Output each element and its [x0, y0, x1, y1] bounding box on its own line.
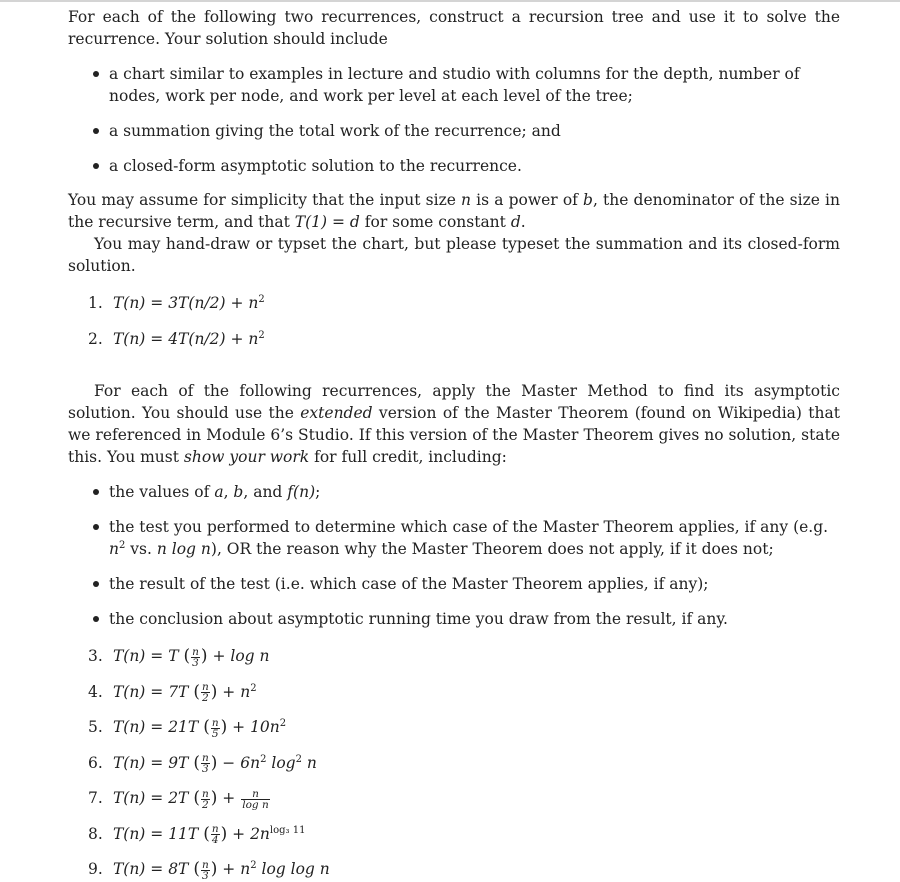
- problem-5: 5. T(n) = 21T ( $\frac{n}{5}$ ) + $10n^2$: [88, 716, 287, 740]
- list-item: the values of a, b, and f(n);: [68, 481, 840, 503]
- problem-2: 2. $T(n) = 4T(n/2) + n^2$: [88, 330, 265, 348]
- part1-requirements-list: [68, 63, 840, 177]
- list-item: the test you performed to determine which case of the Master Theorem applies, if any (e.g. $n^2$ vs. n log n), OR the reason why the Master Theorem does not apply, if it does not;: [68, 516, 840, 560]
- part2-intro: For each of the following recurrences, apply the Master Method to find its asymptotic solution. You should use the extended version of the Master Theorem (found on Wikipedia) that we referenced in Module 6’s Studio. If this version of the Master Theorem gives no solution, state this. You must show your work for full credit, including:: [68, 382, 840, 466]
- assignment-page: [68, 6, 840, 881]
- list-item: the conclusion about asymptotic running time you draw from the result, if any.: [68, 608, 840, 630]
- top-rule: [0, 0, 900, 2]
- problem-4: 4. T(n) = 7T ( $\frac{n}{2}$ ) + $n^2$: [88, 681, 257, 704]
- handdraw-note: You may hand-draw or typset the chart, but please typeset the summation and its closed-form solution.: [68, 235, 840, 275]
- part1-intro: For each of the following two recurrences, construct a recursion tree and use it to solve the recurrence. Your solution should include: [68, 8, 840, 48]
- recursion-tree-problems: [68, 292, 840, 350]
- list-item: the result of the test (i.e. which case of the Master Theorem applies, if any);: [68, 573, 840, 595]
- problem-6: 6. T(n) = 9T ( $\frac{n}{3}$ ) − $6n^2$ $\log^2 n$: [88, 752, 317, 775]
- part2-requirements-list: [68, 481, 840, 630]
- master-method-problems: [68, 645, 840, 881]
- list-item: a closed-form asymptotic solution to the recurrence.: [68, 155, 840, 177]
- problem-8: 8. T(n) = 11T ( $\frac{n}{4}$ ) + $2n^{log_3 11}$: [88, 823, 306, 846]
- assumption-paragraph: You may assume for simplicity that the input size n is a power of b, the denominator of the size in the recursive term, and that T(1) = d for some constant d.: [68, 191, 840, 231]
- problem-9: 9. T(n) = 8T ( $\frac{n}{3}$ ) + $n^2$ log log n: [88, 858, 330, 882]
- problem-7: 7. T(n) = 2T ( $\frac{n}{2}$ ) + $\frac{n}{\text{log n}}$: [88, 787, 269, 811]
- list-item: a chart similar to examples in lecture and studio with columns for the depth, number of nodes, work per node, and work per level at each level of the tree;: [68, 63, 840, 107]
- problem-1: 1. $T(n) = 3T(n/2) + n^2$: [88, 294, 265, 312]
- problem-3: 3. T(n) = T ( $\frac{n}{3}$ ) + log n: [88, 645, 270, 669]
- list-item: a summation giving the total work of the recurrence; and: [68, 120, 840, 142]
